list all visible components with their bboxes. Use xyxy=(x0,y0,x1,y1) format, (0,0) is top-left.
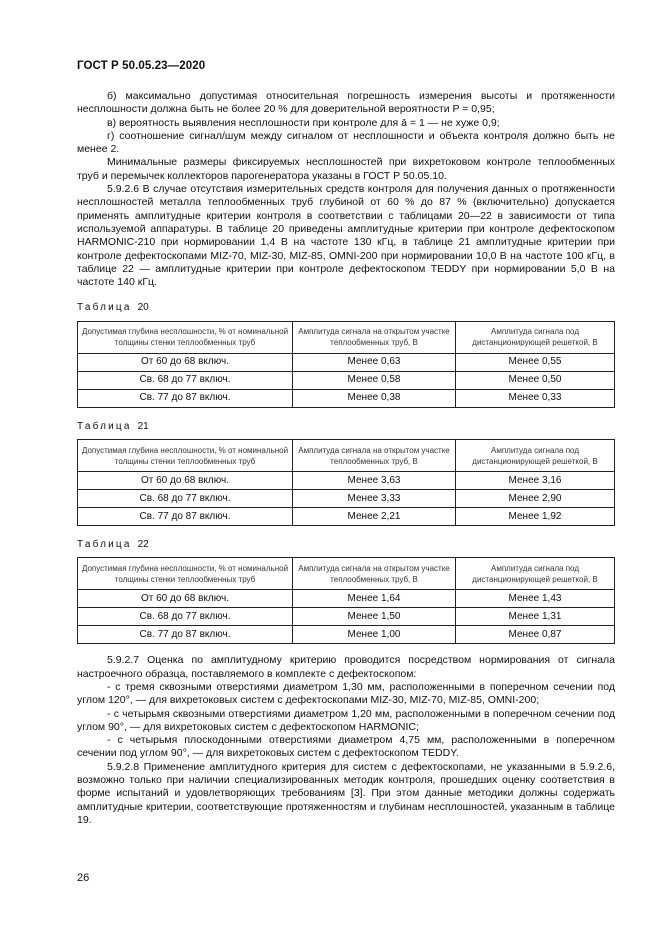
header-grid-amplitude: Амплитуда сигнала под дистанционирующей решеткой, В xyxy=(456,558,615,590)
table-row xyxy=(78,371,615,389)
table-row xyxy=(78,626,615,644)
header-open-amplitude: Амплитуда сигнала на открытом участке теплообменных труб, В xyxy=(293,558,456,590)
cell-grid: Менее 0,50 xyxy=(456,371,615,389)
header-depth: Допустимая глубина несплошности, % от номинальной толщины стенки теплообменных труб xyxy=(78,440,293,472)
paragraph-v: в) вероятность выявления несплошности при контроле для ā = 1 — не хуже 0,9; xyxy=(107,116,500,129)
header-depth: Допустимая глубина несплошности, % от номинальной толщины стенки теплообменных труб xyxy=(78,558,293,590)
table-number: 21 xyxy=(137,420,149,432)
list-item: - с четырьмя сквозными отверстиями диаметром 1,20 мм, расположенными в поперечном сечении под углом 90°, — для вихретоковых систем с дефектоскопом HARMONIC; xyxy=(77,707,615,733)
cell-depth: Св. 77 до 87 включ. xyxy=(78,508,293,526)
document-code-header: ГОСТ Р 50.05.23—2020 xyxy=(77,60,206,72)
table-number: 20 xyxy=(137,302,149,314)
cell-grid: Менее 0,55 xyxy=(456,353,615,371)
paragraph-5-9-2-8: 5.9.2.8 Применение амплитудного критерия для систем с дефектоскопами, не указанными в 5.9.2.6, возможно только при наличии специализированных методик контроля, прошедших оценку соответствия в форме испытаний и удовлетворяющих требованиям [3]. При этом данные методики должны содержать амплитудные критерии, соответствующие протяженностям и глубинам несплошностей, указанным в таблице 19. xyxy=(77,760,615,826)
table-header-row xyxy=(78,558,615,590)
cell-open: Менее 2,21 xyxy=(293,508,456,526)
list-item: - с четырьмя плоскодонными отверстиями диаметром 4,75 мм, расположенными в поперечном сечении под углом 90°, — для вихретоковых систем с дефектоскопом TEDDY. xyxy=(77,734,615,760)
header-open-amplitude: Амплитуда сигнала на открытом участке теплообменных труб, В xyxy=(293,321,456,353)
cell-grid: Менее 0,33 xyxy=(456,389,615,407)
cell-depth: Св. 77 до 87 включ. xyxy=(78,389,293,407)
cell-grid: Менее 2,90 xyxy=(456,490,615,508)
cell-open: Менее 1,64 xyxy=(293,590,456,608)
table-header-row xyxy=(78,321,615,353)
document-body xyxy=(77,90,615,827)
table-22 xyxy=(77,557,615,644)
paragraph-b: б) максимально допустимая относительная погрешность измерения высоты и протяженности несплошности должна быть не более 20 % для доверительной вероятности P = 0,95; xyxy=(77,90,615,116)
table-caption: Таблица 21 xyxy=(77,420,149,432)
header-depth: Допустимая глубина несплошности, % от номинальной толщины стенки теплообменных труб xyxy=(78,321,293,353)
table-caption: Таблица 22 xyxy=(77,539,149,551)
cell-depth: От 60 до 68 включ. xyxy=(78,472,293,490)
table-row xyxy=(78,490,615,508)
cell-grid: Менее 1,92 xyxy=(456,508,615,526)
header-grid-amplitude: Амплитуда сигнала под дистанционирующей решеткой, В xyxy=(456,440,615,472)
page-number: 26 xyxy=(77,872,90,884)
cell-depth: Св. 68 до 77 включ. xyxy=(78,371,293,389)
table-21 xyxy=(77,439,615,526)
table-row xyxy=(78,472,615,490)
table-row xyxy=(78,508,615,526)
header-grid-amplitude: Амплитуда сигнала под дистанционирующей решеткой, В xyxy=(456,321,615,353)
table-number: 22 xyxy=(137,539,149,551)
paragraph-min-sizes: Минимальные размеры фиксируемых несплошностей при вихретоковом контроле теплообменных труб и перемычек коллекторов парогенератора указаны в ГОСТ Р 50.05.10. xyxy=(77,156,615,182)
cell-grid: Менее 3,16 xyxy=(456,472,615,490)
table-caption: Таблица 20 xyxy=(77,302,149,314)
table-row xyxy=(78,608,615,626)
cell-depth: Св. 77 до 87 включ. xyxy=(78,626,293,644)
header-open-amplitude: Амплитуда сигнала на открытом участке теплообменных труб, В xyxy=(293,440,456,472)
cell-open: Менее 0,63 xyxy=(293,353,456,371)
table-row xyxy=(78,590,615,608)
cell-depth: От 60 до 68 включ. xyxy=(78,353,293,371)
cell-open: Менее 1,50 xyxy=(293,608,456,626)
cell-open: Менее 1,00 xyxy=(293,626,456,644)
table-row xyxy=(78,353,615,371)
paragraph-5-9-2-7: 5.9.2.7 Оценка по амплитудному критерию проводится посредством нормирования от сигнала настроечного образца, поставляемого в комплекте с дефектоскопом: xyxy=(77,654,615,680)
cell-open: Менее 0,38 xyxy=(293,389,456,407)
table-header-row xyxy=(78,440,615,472)
table-20 xyxy=(77,321,615,408)
paragraph-g: г) соотношение сигнал/шум между сигналом от несплошности и объекта контроля должно быть не менее 2. xyxy=(77,129,615,156)
cell-depth: Св. 68 до 77 включ. xyxy=(78,490,293,508)
cell-open: Менее 0,58 xyxy=(293,371,456,389)
cell-grid: Менее 1,31 xyxy=(456,608,615,626)
table-row xyxy=(78,389,615,407)
cell-open: Менее 3,63 xyxy=(293,472,456,490)
cell-depth: От 60 до 68 включ. xyxy=(78,590,293,608)
cell-grid: Менее 1,43 xyxy=(456,590,615,608)
cell-depth: Св. 68 до 77 включ. xyxy=(78,608,293,626)
paragraph-5-9-2-6: 5.9.2.6 В случае отсутствия измерительных средств контроля для получения данных о протяженности несплошностей металла теплообменных труб глубиной от 60 % до 87 % (включительно) допускается применять амплитудные критерии контроля в соответствии с таблицами 20—22 в зависимости от типа используемой аппаратуры. В таблице 20 приведены амплитудные критерии при контроле дефектоскопом HARMONIC-210 при нормировании 1,4 В на частоте 130 кГц, в таблице 21 амплитудные критерии при контроле дефектоскопами MIZ-70, MIZ-30, MIZ-85, OMNI-200 при нормировании 10,0 В на частоте 100 кГц, в таблице 22 — амплитудные критерии при контроле дефектоскопом TEDDY при нормировании 5,0 В на частоте 140 кГц. xyxy=(77,183,615,289)
cell-open: Менее 3,33 xyxy=(293,490,456,508)
list-item: - с тремя сквозными отверстиями диаметром 1,30 мм, расположенными в поперечном сечении под углом 120°, — для вихретоковых систем с дефектоскопами MIZ-30, MIZ-70, MIZ-85, OMNI-200; xyxy=(77,680,615,707)
cell-grid: Менее 0,87 xyxy=(456,626,615,644)
